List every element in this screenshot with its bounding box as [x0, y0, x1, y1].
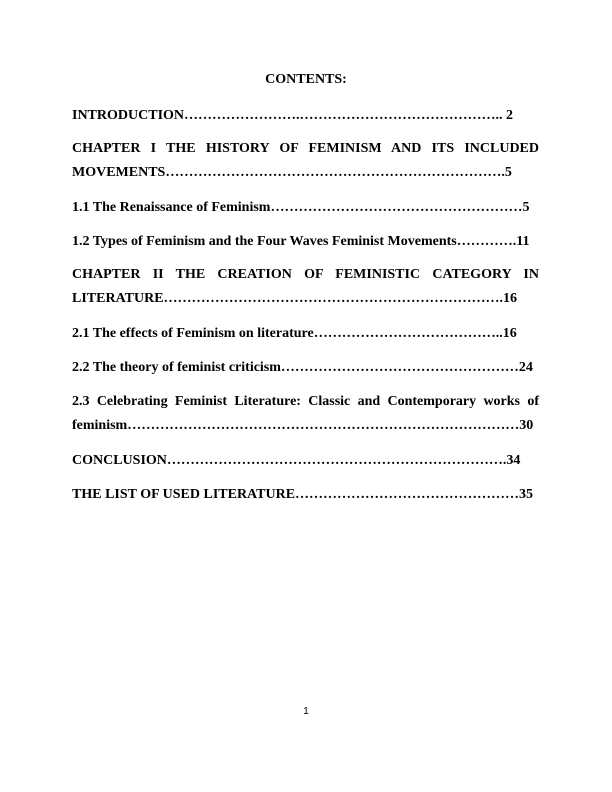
toc-entry-1-1: 1.1 The Renaissance of Feminism………………………………………………5 — [72, 200, 530, 215]
toc-entry-introduction: INTRODUCTION…………………….…………………………………….. 2 — [72, 108, 514, 123]
toc-entry-2-3: 2.3 Celebrating Feminist Literature: Classic and Contemporary works of feminism…………………………………………………………………………30 — [72, 394, 539, 433]
toc-entry-chapter-2: CHAPTER II THE CREATION OF FEMINISTIC CATEGORY IN LITERATURE……………………………………………………………….16 — [72, 267, 539, 306]
toc-entry-conclusion: CONCLUSION……………………………………………………………….34 — [72, 453, 521, 468]
page-number: 1 — [303, 706, 309, 717]
toc-entry-2-1: 2.1 The effects of Feminism on literature…………………………………..16 — [72, 326, 517, 341]
toc-entry-chapter-1: CHAPTER I THE HISTORY OF FEMINISM AND ITS INCLUDED MOVEMENTS……………………………………………………………….5 — [72, 141, 539, 180]
toc-entry-2-2: 2.2 The theory of feminist criticism……………………………………………24 — [72, 360, 533, 375]
contents-heading: CONTENTS: — [265, 72, 347, 87]
toc-entry-1-2: 1.2 Types of Feminism and the Four Waves Feminist Movements………….11 — [72, 234, 530, 249]
toc-entry-literature: THE LIST OF USED LITERATURE…………………………………………35 — [72, 487, 534, 502]
